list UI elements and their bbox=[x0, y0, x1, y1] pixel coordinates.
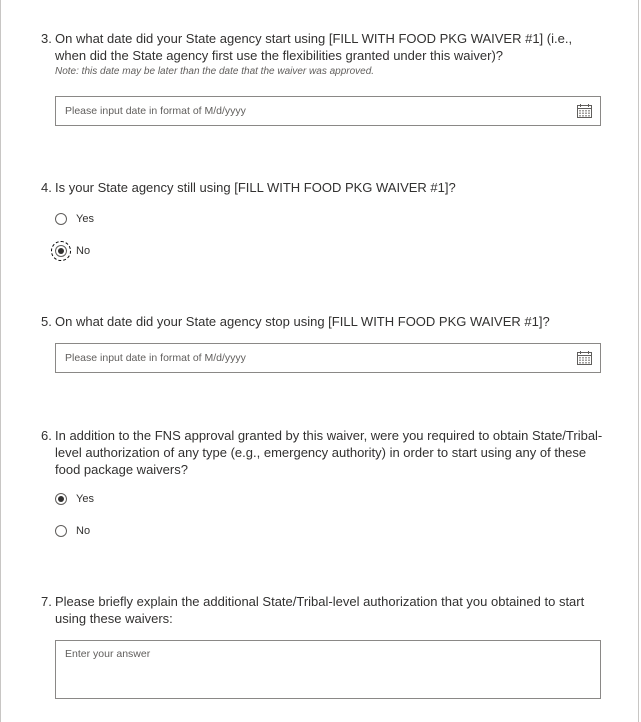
q4-no-label: No bbox=[76, 245, 91, 257]
q4-option-yes[interactable] bbox=[55, 213, 94, 225]
q4-yes-radio[interactable] bbox=[55, 213, 67, 225]
question-3-note: Note: this date may be later than the date that the waiver was approved. bbox=[55, 66, 375, 77]
start-date-field[interactable] bbox=[55, 96, 601, 126]
question-4-number: 4. bbox=[41, 180, 52, 195]
calendar-icon[interactable] bbox=[577, 104, 592, 118]
question-6-text: In addition to the FNS approval granted by this waiver, were you required to obtain State/Tribal-level authorization of any type (e.g., emergency authority) in order to start using any of these food package waivers? bbox=[55, 428, 603, 477]
q6-yes-label: Yes bbox=[76, 493, 94, 505]
question-3-text: On what date did your State agency start using [FILL WITH FOOD PKG WAIVER #1] (i.e., when did the State agency first use the flexibilities granted under this waiver)? bbox=[55, 31, 573, 63]
question-4-header bbox=[41, 179, 606, 196]
q4-option-no[interactable] bbox=[55, 245, 90, 257]
question-4-text: Is your State agency still using [FILL WITH FOOD PKG WAIVER #1]? bbox=[55, 180, 456, 195]
q6-option-no[interactable] bbox=[55, 525, 90, 537]
question-6 bbox=[41, 427, 606, 478]
authorization-answer-field[interactable] bbox=[55, 640, 601, 699]
question-7-text: Please briefly explain the additional State/Tribal-level authorization that you obtained to start using these waivers: bbox=[55, 594, 585, 626]
question-5-header bbox=[41, 313, 606, 330]
authorization-answer-input[interactable] bbox=[56, 641, 600, 698]
q6-no-label: No bbox=[76, 525, 91, 537]
q4-no-radio[interactable] bbox=[55, 245, 67, 257]
stop-date-input[interactable] bbox=[56, 344, 565, 372]
question-5-number: 5. bbox=[41, 314, 52, 329]
question-5 bbox=[41, 313, 606, 330]
question-4 bbox=[41, 179, 606, 196]
question-6-header bbox=[41, 427, 606, 478]
q6-no-radio[interactable] bbox=[55, 525, 67, 537]
question-7-number: 7. bbox=[41, 594, 52, 609]
q6-yes-radio[interactable] bbox=[55, 493, 67, 505]
q6-option-yes[interactable] bbox=[55, 493, 94, 505]
question-3 bbox=[41, 30, 606, 79]
stop-date-field[interactable] bbox=[55, 343, 601, 373]
question-3-number: 3. bbox=[41, 31, 52, 46]
question-3-header bbox=[41, 30, 606, 64]
question-7 bbox=[41, 593, 606, 627]
question-7-header bbox=[41, 593, 606, 627]
question-6-number: 6. bbox=[41, 428, 52, 443]
calendar-icon[interactable] bbox=[577, 351, 592, 365]
question-5-text: On what date did your State agency stop using [FILL WITH FOOD PKG WAIVER #1]? bbox=[55, 314, 550, 329]
start-date-input[interactable] bbox=[56, 97, 565, 125]
q4-yes-label: Yes bbox=[76, 213, 94, 225]
